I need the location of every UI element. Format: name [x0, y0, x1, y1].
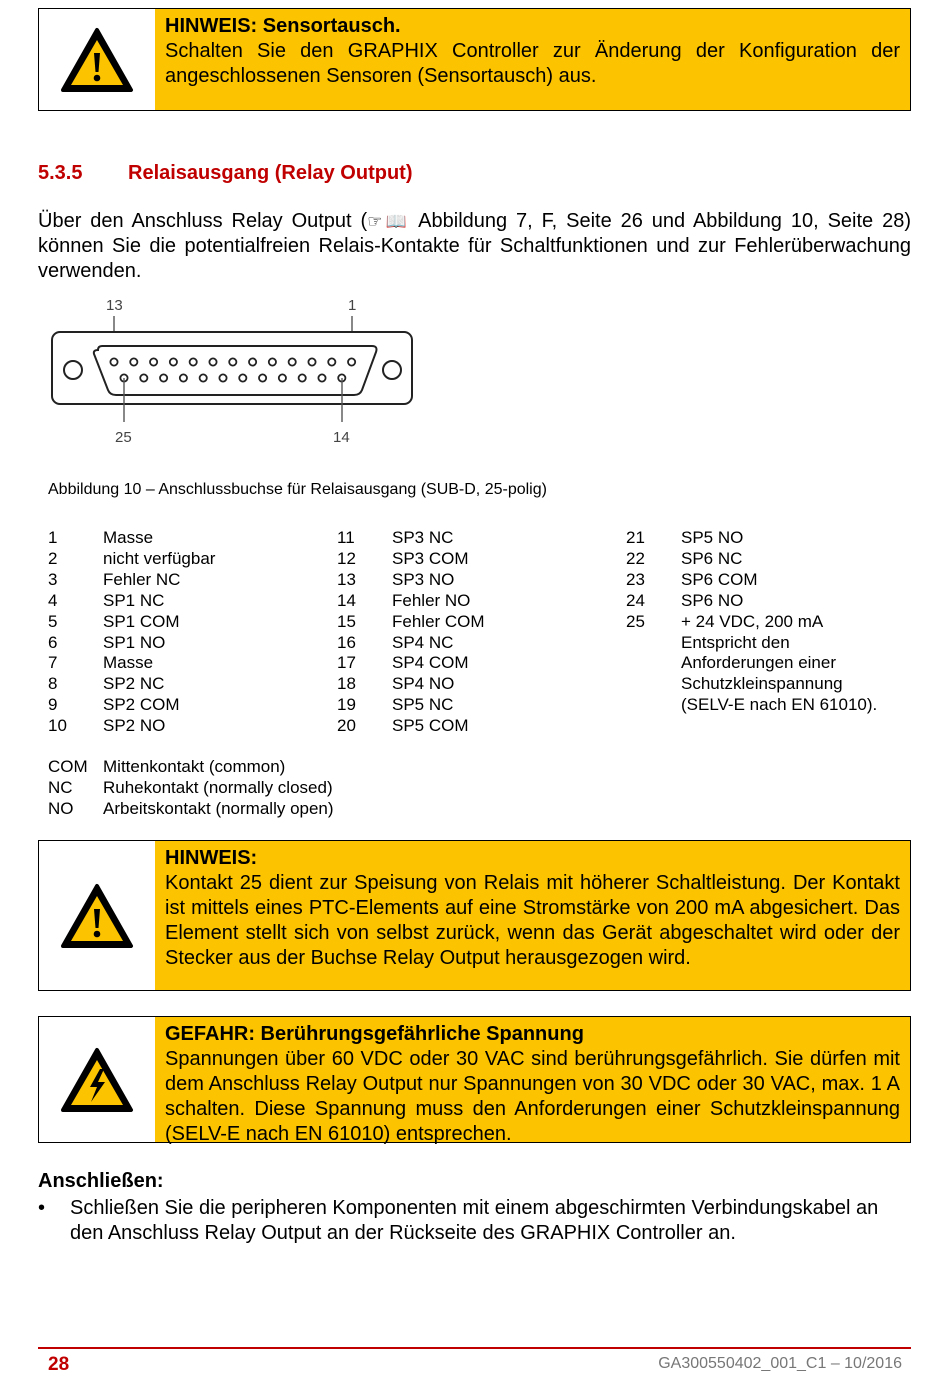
abbreviation-legend — [48, 757, 334, 820]
pin-row — [626, 653, 916, 674]
pin-function: SP4 COM — [392, 653, 469, 673]
pin-number: 18 — [337, 674, 356, 694]
connector-pin — [229, 358, 236, 365]
pin-function: Schutzkleinspannung — [681, 674, 843, 694]
notice-heading: HINWEIS: Sensortausch. — [165, 15, 401, 37]
pin-number: 15 — [337, 611, 356, 631]
pin-row — [48, 612, 328, 633]
connector-pin — [190, 358, 197, 365]
pin-function: SP2 NO — [103, 716, 166, 736]
legend-description: Ruhekontakt (normally closed) — [103, 777, 333, 797]
pin-row — [48, 633, 328, 654]
document-id: GA300550402_001_C1 – 10/2016 — [658, 1355, 902, 1372]
pin-number: 2 — [48, 548, 58, 568]
pin-row — [337, 612, 617, 633]
pin-number: 13 — [337, 569, 356, 589]
pin-row — [626, 591, 916, 612]
pin-function: SP1 NC — [103, 590, 165, 610]
pin-number: 19 — [337, 695, 356, 715]
pin-function: SP1 NO — [103, 632, 166, 652]
pin-row — [337, 674, 617, 695]
pin-function: SP2 NC — [103, 674, 165, 694]
pin-label-25: 25 — [115, 429, 132, 446]
page-number: 28 — [48, 1354, 70, 1375]
pin-row — [48, 716, 328, 737]
mounting-hole-right — [383, 361, 401, 379]
pin-number: 21 — [626, 528, 645, 547]
pin-function: (SELV-E nach EN 61010). — [681, 695, 878, 715]
pin-number: 9 — [48, 695, 58, 715]
connector-pin — [219, 374, 226, 381]
connector-pin — [328, 358, 335, 365]
connector-pin — [170, 358, 177, 365]
pin-number: 24 — [626, 590, 645, 610]
pin-function: SP3 COM — [392, 548, 469, 568]
pin-function: SP3 NO — [392, 569, 455, 589]
pin-label-1: 1 — [348, 297, 357, 314]
pin-row — [626, 570, 916, 591]
pin-row — [48, 591, 328, 612]
connector-pin — [209, 358, 216, 365]
pin-function: SP4 NC — [392, 632, 454, 652]
pin-number: 22 — [626, 548, 645, 568]
connector-pin — [279, 374, 286, 381]
notice-sensortausch — [38, 8, 911, 111]
pin-function: Masse — [103, 653, 154, 673]
bullet-dot: • — [38, 1197, 46, 1219]
pin-row — [337, 549, 617, 570]
connector-pin — [249, 358, 256, 365]
pin-function: SP5 NC — [392, 695, 454, 715]
pin-row — [48, 695, 328, 716]
connector-pin — [200, 374, 207, 381]
notice-heading: HINWEIS: — [165, 847, 258, 869]
intro-paragraph — [38, 209, 911, 284]
pin-number: 14 — [337, 590, 356, 610]
warning-triangle-icon — [60, 27, 134, 93]
pin-row — [48, 528, 328, 549]
pin-function: Fehler COM — [392, 611, 485, 631]
notice-text — [155, 841, 910, 990]
pin-row — [626, 549, 916, 570]
connector-pin — [308, 358, 315, 365]
pin-number: 16 — [337, 632, 356, 652]
pin-table-column-2 — [337, 528, 617, 737]
section-title: Relaisausgang (Relay Output) — [128, 162, 413, 184]
notice-body: Kontakt 25 dient zur Speisung von Relais mit höherer Schaltleistung. Der Kontakt ist mittels eines PTC-Elements auf eine Stromstärke von 200 mA abgesichert. Das Element stellt sich von selbst zurück, wenn das Gerät abgeschaltet wird oder der Stecker aus der Buchse Relay Output herausgezogen wird. — [165, 872, 900, 969]
legend-row — [48, 778, 334, 799]
legend-description: Arbeitskontakt (normally open) — [103, 798, 334, 818]
pin-row — [48, 549, 328, 570]
warning-triangle-icon — [60, 883, 134, 949]
pin-function: SP5 NO — [681, 528, 744, 547]
figure-caption: Abbildung 10 – Anschlussbuchse für Relaisausgang (SUB-D, 25-polig) — [48, 481, 547, 498]
pin-number: 12 — [337, 548, 356, 568]
connector-pin — [180, 374, 187, 381]
pin-row — [626, 674, 916, 695]
notice-body: Schalten Sie den GRAPHIX Controller zur Änderung der Konfiguration der angeschlossenen Sensoren (Sensortausch) aus. — [165, 40, 900, 87]
connector-pin — [160, 374, 167, 381]
pin-function: Fehler NC — [103, 569, 181, 589]
danger-voltage — [38, 1016, 911, 1143]
pin-number: 7 — [48, 653, 58, 673]
danger-text — [155, 1017, 910, 1145]
connector-pin — [130, 358, 137, 365]
pin-row — [626, 612, 916, 633]
pin-function: Anforderungen einer — [681, 653, 837, 673]
pin-number: 25 — [626, 611, 645, 631]
pin-function: SP2 COM — [103, 695, 180, 715]
reference-symbols: ☞📖 — [367, 212, 411, 231]
subd25-connector-diagram — [46, 292, 426, 452]
connector-pin — [259, 374, 266, 381]
pin-function: Fehler NO — [392, 590, 471, 610]
pin-row — [48, 674, 328, 695]
pin-function: SP5 COM — [392, 716, 469, 736]
pin-row — [626, 633, 916, 654]
pin-table-column-3 — [626, 528, 916, 716]
connector-pin — [269, 358, 276, 365]
connector-pin — [150, 358, 157, 365]
legend-abbreviation: COM — [48, 757, 88, 776]
connector-pin — [239, 374, 246, 381]
pin-row — [48, 570, 328, 591]
pin-number: 17 — [337, 653, 356, 673]
pin-label-13: 13 — [106, 297, 123, 314]
danger-body: Spannungen über 60 VDC oder 30 VAC sind berührungsgefährlich. Sie dürfen mit dem Anschluss Relay Output nur Spannungen von 30 VDC oder 30 VAC, max. 1 A schalten. Diese Spannung muss den Anforderungen einer Schutzkleinspannung (SELV-E nach EN 61010) entsprechen. — [165, 1048, 900, 1145]
pin-function: SP6 NC — [681, 548, 743, 568]
pin-number: 4 — [48, 590, 58, 610]
connector-pin — [318, 374, 325, 381]
pin-function: SP3 NC — [392, 528, 454, 547]
pin-number: 11 — [337, 528, 355, 547]
high-voltage-icon — [60, 1047, 134, 1113]
pin-number: 3 — [48, 569, 58, 589]
pin-row — [626, 528, 916, 549]
footer-rule — [38, 1347, 911, 1349]
pin-number — [626, 674, 681, 695]
connect-bullet-item — [38, 1196, 911, 1246]
pin-number — [626, 653, 681, 674]
danger-icon-cell — [39, 1017, 155, 1142]
connector-pin — [299, 374, 306, 381]
legend-abbreviation: NC — [48, 777, 73, 797]
connect-bullet-text: Schließen Sie die peripheren Komponenten mit einem abgeschirmten Verbindungskabel an den Anschluss Relay Output an der Rückseite des GRAPHIX Controller an. — [70, 1197, 879, 1244]
warning-icon-cell — [39, 9, 155, 110]
pin-number: 8 — [48, 674, 58, 694]
pin-row — [337, 633, 617, 654]
pin-number: 23 — [626, 569, 645, 589]
pin-row — [626, 695, 916, 716]
pin-row — [337, 591, 617, 612]
pin-number — [626, 695, 681, 716]
warning-icon-cell — [39, 841, 155, 990]
pin-function: + 24 VDC, 200 mA — [681, 611, 824, 631]
section-heading — [38, 162, 413, 185]
pin-function: SP1 COM — [103, 611, 180, 631]
pin-row — [337, 653, 617, 674]
pin-number: 10 — [48, 716, 67, 736]
pin-function: SP6 NO — [681, 590, 744, 610]
pin-function: SP6 COM — [681, 569, 758, 589]
legend-row — [48, 799, 334, 820]
section-number: 5.3.5 — [38, 162, 83, 184]
connector-pin — [110, 358, 117, 365]
pin-number: 20 — [337, 716, 356, 736]
intro-text-after: Abbildung 7, F, Seite 26 und Abbildung 10, Seite 28) können Sie die potentialfreien Relais-Kontakte für Schaltfunktionen und zur Fehlerüberwachung verwenden. — [38, 210, 911, 282]
pin-row — [337, 716, 617, 737]
notice-text — [155, 9, 910, 110]
pin-row — [48, 653, 328, 674]
pin-number: 5 — [48, 611, 58, 631]
danger-heading: GEFAHR: Berührungsgefährliche Spannung — [165, 1023, 584, 1045]
mounting-hole-left — [64, 361, 82, 379]
legend-row — [48, 757, 334, 778]
pin-label-14: 14 — [333, 429, 350, 446]
connector-pin — [140, 374, 147, 381]
connector-d-shape — [94, 346, 377, 395]
legend-abbreviation: NO — [48, 798, 74, 818]
connector-pin — [348, 358, 355, 365]
pin-row — [337, 570, 617, 591]
pin-function: Masse — [103, 528, 154, 547]
pin-number — [626, 633, 681, 654]
pin-function: SP4 NO — [392, 674, 455, 694]
pin-number: 6 — [48, 632, 58, 652]
pin-table-column-1 — [48, 528, 328, 737]
legend-description: Mittenkontakt (common) — [103, 757, 286, 776]
notice-kontakt-25 — [38, 840, 911, 991]
connect-heading: Anschließen: — [38, 1170, 164, 1192]
pin-number: 1 — [48, 528, 58, 547]
connector-pin — [289, 358, 296, 365]
intro-text-before: Über den Anschluss Relay Output ( — [38, 210, 368, 232]
pin-function: Entspricht den — [681, 632, 790, 652]
pin-row — [337, 528, 617, 549]
pin-row — [337, 695, 617, 716]
pin-function: nicht verfügbar — [103, 548, 216, 568]
